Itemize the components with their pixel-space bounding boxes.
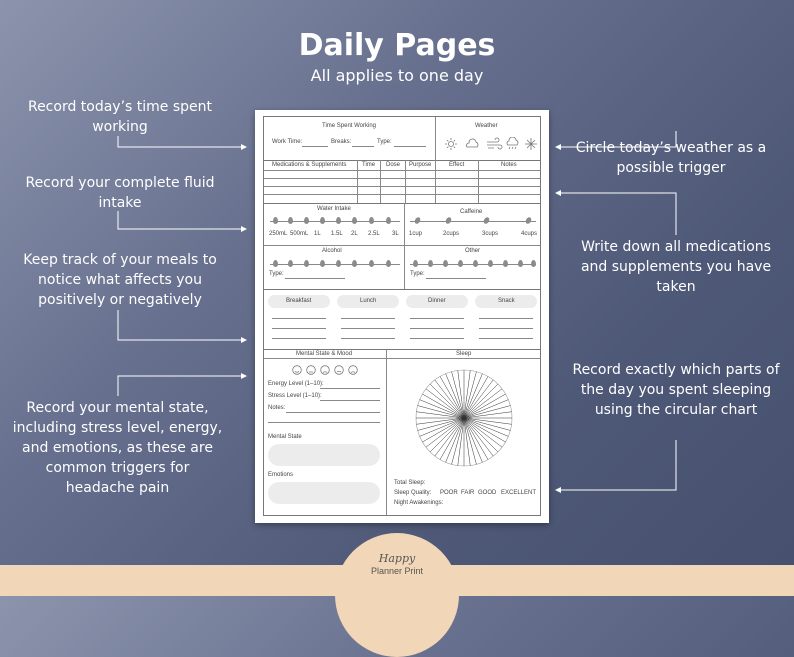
sleep-chart-spoke (464, 384, 498, 418)
mood-face-row (292, 365, 362, 376)
water-label: 1.5L (331, 231, 343, 237)
sleep-quality-label: Sleep Quality: (394, 490, 432, 496)
note-fluid: Record your complete fluid intake (25, 175, 215, 211)
quality-poor[interactable]: POOR (440, 490, 458, 496)
alcohol-type-label: Type: (269, 271, 284, 277)
stress-label: Stress Level (1–10): (268, 393, 322, 399)
type-label: Type: (377, 139, 392, 145)
quality-good[interactable]: GOOD (478, 490, 497, 496)
note-medications: Write down all medications and supplements you have taken (580, 239, 772, 295)
sleep-chart-spoke (440, 418, 464, 460)
note-sleep: Record exactly which parts of the day you spent sleeping using the circular chart (572, 362, 780, 418)
work-time-label: Work Time: (272, 139, 303, 145)
med-col-name: Medications & Supplements (272, 162, 347, 168)
wind-icon (487, 138, 502, 149)
caffeine-label: 4cups (521, 231, 538, 237)
note-mental: Record your mental state, including stress level, energy, and emotions, as these are common triggers for headache pain (12, 400, 223, 496)
breaks-label: Breaks: (331, 139, 352, 145)
notes-label: Notes: (268, 405, 286, 411)
mood-faces (292, 363, 362, 381)
rain-icon (507, 137, 518, 149)
water-label: 250mL (269, 231, 288, 237)
note-weather: Circle today’s weather as a possible trigger (575, 140, 767, 176)
sleep-chart-spoke (464, 376, 488, 418)
night-awakenings-label: Night Awakenings: (394, 500, 444, 506)
sleep-chart-spoke (430, 418, 464, 452)
med-col-time: Time (362, 162, 376, 168)
water-label: 500mL (290, 231, 309, 237)
quality-excellent[interactable]: EXCELLENT (501, 490, 537, 496)
other-type-label: Type: (410, 271, 425, 277)
sleep-chart-spoke (418, 418, 464, 430)
sleep-chart-spoke (452, 372, 464, 418)
page-subtitle: All applies to one day (310, 66, 484, 85)
caffeine-label: 1cup (409, 231, 423, 237)
note-meals: Keep track of your meals to notice what affects you positively or negatively (23, 252, 217, 308)
weather-icon-row (445, 137, 537, 151)
caffeine-label: 3cups (482, 231, 499, 237)
sleep-chart-spoke (418, 406, 464, 418)
med-col-dose: Dose (386, 162, 401, 168)
sleep-chart-spoke (440, 376, 464, 418)
med-col-purpose: Purpose (409, 162, 432, 168)
sleep-title: Sleep (456, 351, 472, 357)
weather-title: Weather (475, 123, 498, 129)
caffeine-label: 2cups (443, 231, 460, 237)
sleep-chart-spoke (422, 418, 464, 442)
page-title: Daily Pages (298, 28, 496, 63)
brand-logo-script: Happy (378, 552, 416, 565)
mood-title: Mental State & Mood (296, 351, 353, 357)
sleep-chart-spoke (464, 372, 476, 418)
water-label: 3L (392, 231, 399, 237)
emotions-label: Emotions (268, 472, 294, 478)
med-col-effect: Effect (449, 162, 465, 168)
sun-icon (449, 142, 454, 147)
water-label: 1L (314, 231, 321, 237)
sleep-chart-spoke (464, 418, 510, 430)
weather-icons (445, 137, 537, 156)
sleep-chart-spoke (422, 394, 464, 418)
cloud-sun-icon (467, 139, 478, 147)
time-working-title: Time Spent Working (322, 123, 377, 129)
sleep-chart-spoke (464, 418, 488, 460)
total-sleep-label: Total Sleep: (394, 480, 426, 486)
snow-icon (525, 138, 537, 150)
brand-logo-text: Planner Print (370, 566, 424, 576)
meal-lunch: Lunch (360, 298, 377, 304)
other-title: Other (465, 248, 481, 254)
meal-dinner: Dinner (428, 298, 446, 304)
water-label: 2.5L (368, 231, 380, 237)
water-title: Water Intake (317, 206, 351, 212)
sleep-chart-spoke (464, 418, 506, 442)
note-working: Record today’s time spent working (27, 99, 213, 135)
energy-label: Energy Level (1–10): (268, 381, 324, 387)
sleep-chart-spoke (452, 418, 464, 464)
sleep-chart[interactable] (409, 363, 519, 473)
mental-state-label: Mental State (268, 434, 302, 440)
sleep-chart-spoke (464, 418, 498, 452)
planner-page (255, 110, 549, 523)
planner-frame (263, 116, 541, 516)
caffeine-title: Caffeine (460, 209, 483, 215)
sleep-chart-spoke (464, 406, 510, 418)
sleep-chart-spoke (464, 418, 476, 464)
med-col-notes: Notes (501, 162, 517, 168)
alcohol-title: Alcohol (322, 248, 342, 254)
meal-snack: Snack (498, 298, 515, 304)
meal-breakfast: Breakfast (286, 298, 312, 304)
sleep-chart-spoke (430, 384, 464, 418)
water-label: 2L (351, 231, 358, 237)
sleep-chart-spoke (464, 394, 506, 418)
quality-fair[interactable]: FAIR (461, 490, 475, 496)
